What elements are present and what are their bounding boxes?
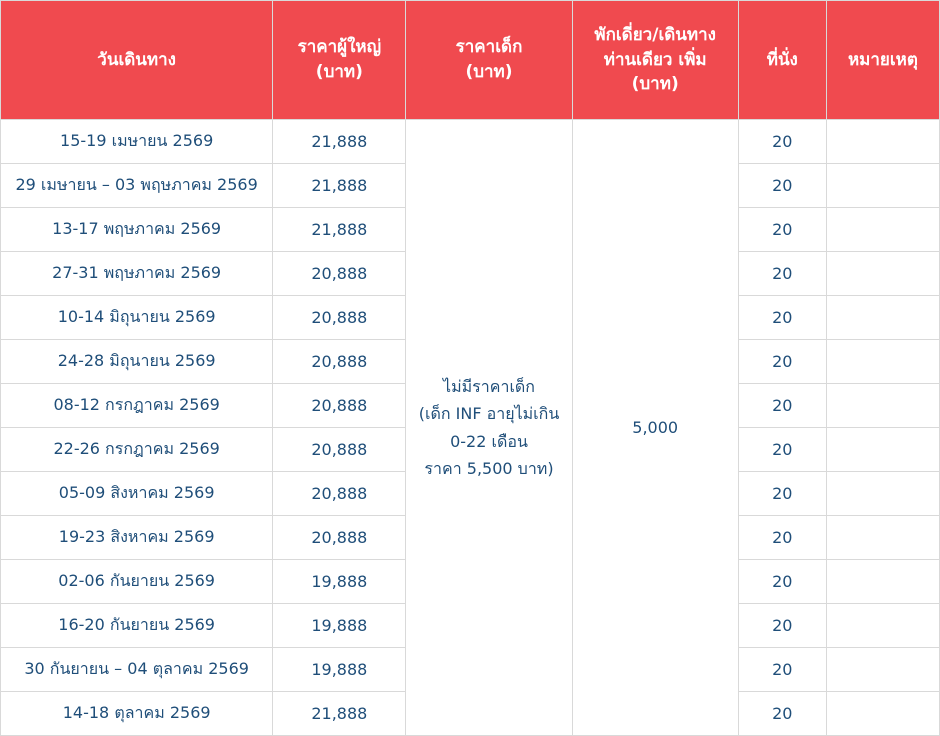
column-header-remark <box>826 1 939 120</box>
cell-remark <box>826 340 939 384</box>
cell-seats: 20 <box>738 252 826 296</box>
cell-remark <box>826 472 939 516</box>
cell-travel-date: 02-06 กันยายน 2569 <box>1 560 273 604</box>
column-header-seats <box>738 1 826 120</box>
cell-travel-date: 29 เมษายน – 03 พฤษภาคม 2569 <box>1 164 273 208</box>
cell-remark <box>826 296 939 340</box>
cell-seats: 20 <box>738 208 826 252</box>
cell-seats: 20 <box>738 516 826 560</box>
cell-travel-date: 05-09 สิงหาคม 2569 <box>1 472 273 516</box>
table-row <box>1 120 940 164</box>
cell-adult-price: 20,888 <box>273 472 406 516</box>
cell-remark <box>826 252 939 296</box>
column-header-child-price-label: ราคาเด็ก <box>455 37 523 58</box>
cell-remark <box>826 384 939 428</box>
cell-seats: 20 <box>738 340 826 384</box>
cell-adult-price: 19,888 <box>273 648 406 692</box>
table-body <box>1 120 940 736</box>
cell-adult-price: 20,888 <box>273 252 406 296</box>
cell-adult-price: 20,888 <box>273 296 406 340</box>
cell-remark <box>826 560 939 604</box>
cell-child-price-note <box>406 120 572 736</box>
column-header-child-price-unit: (บาท) <box>465 62 513 82</box>
cell-seats: 20 <box>738 560 826 604</box>
column-header-single-supplement <box>572 1 738 120</box>
cell-single-supplement: 5,000 <box>572 120 738 736</box>
cell-travel-date: 15-19 เมษายน 2569 <box>1 120 273 164</box>
cell-travel-date: 24-28 มิถุนายน 2569 <box>1 340 273 384</box>
cell-adult-price: 19,888 <box>273 560 406 604</box>
column-header-adult-price-unit: (บาท) <box>315 62 363 82</box>
cell-remark <box>826 428 939 472</box>
cell-travel-date: 08-12 กรกฎาคม 2569 <box>1 384 273 428</box>
table-header <box>1 1 940 120</box>
column-header-travel-date <box>1 1 273 120</box>
cell-adult-price: 19,888 <box>273 604 406 648</box>
cell-remark <box>826 208 939 252</box>
cell-travel-date: 19-23 สิงหาคม 2569 <box>1 516 273 560</box>
cell-travel-date: 30 กันยายน – 04 ตุลาคม 2569 <box>1 648 273 692</box>
cell-remark <box>826 604 939 648</box>
cell-seats: 20 <box>738 296 826 340</box>
cell-seats: 20 <box>738 120 826 164</box>
column-header-seats-label: ที่นั่ง <box>766 49 798 70</box>
cell-travel-date: 14-18 ตุลาคม 2569 <box>1 692 273 736</box>
child-price-note-line-4: ราคา 5,500 บาท) <box>424 458 554 478</box>
cell-seats: 20 <box>738 604 826 648</box>
cell-remark <box>826 648 939 692</box>
cell-seats: 20 <box>738 428 826 472</box>
cell-travel-date: 10-14 มิถุนายน 2569 <box>1 296 273 340</box>
child-price-note-line-2: (เด็ก INF อายุไม่เกิน <box>418 404 560 424</box>
column-header-travel-date-label: วันเดินทาง <box>97 49 176 70</box>
cell-seats: 20 <box>738 692 826 736</box>
column-header-single-supplement-line1: พักเดี่ยว/เดินทาง <box>594 25 716 46</box>
cell-remark <box>826 516 939 560</box>
cell-adult-price: 20,888 <box>273 384 406 428</box>
column-header-adult-price <box>273 1 406 120</box>
cell-adult-price: 21,888 <box>273 208 406 252</box>
cell-adult-price: 21,888 <box>273 692 406 736</box>
cell-travel-date: 22-26 กรกฎาคม 2569 <box>1 428 273 472</box>
column-header-adult-price-label: ราคาผู้ใหญ่ <box>297 37 382 58</box>
cell-adult-price: 20,888 <box>273 428 406 472</box>
cell-travel-date: 27-31 พฤษภาคม 2569 <box>1 252 273 296</box>
cell-adult-price: 20,888 <box>273 340 406 384</box>
cell-seats: 20 <box>738 384 826 428</box>
column-header-single-supplement-line2: ท่านเดียว เพิ่ม <box>603 49 707 70</box>
cell-adult-price: 21,888 <box>273 120 406 164</box>
child-price-note-line-3: 0-22 เดือน <box>450 431 528 451</box>
cell-adult-price: 21,888 <box>273 164 406 208</box>
column-header-single-supplement-unit: (บาท) <box>631 74 679 95</box>
cell-seats: 20 <box>738 648 826 692</box>
cell-remark <box>826 120 939 164</box>
table-header-row <box>1 1 940 120</box>
cell-seats: 20 <box>738 164 826 208</box>
cell-remark <box>826 692 939 736</box>
cell-travel-date: 13-17 พฤษภาคม 2569 <box>1 208 273 252</box>
cell-remark <box>826 164 939 208</box>
cell-seats: 20 <box>738 472 826 516</box>
cell-adult-price: 20,888 <box>273 516 406 560</box>
cell-travel-date: 16-20 กันยายน 2569 <box>1 604 273 648</box>
column-header-remark-label: หมายเหตุ <box>847 49 918 70</box>
child-price-note-line-1: ไม่มีราคาเด็ก <box>443 377 535 397</box>
column-header-child-price <box>406 1 572 120</box>
